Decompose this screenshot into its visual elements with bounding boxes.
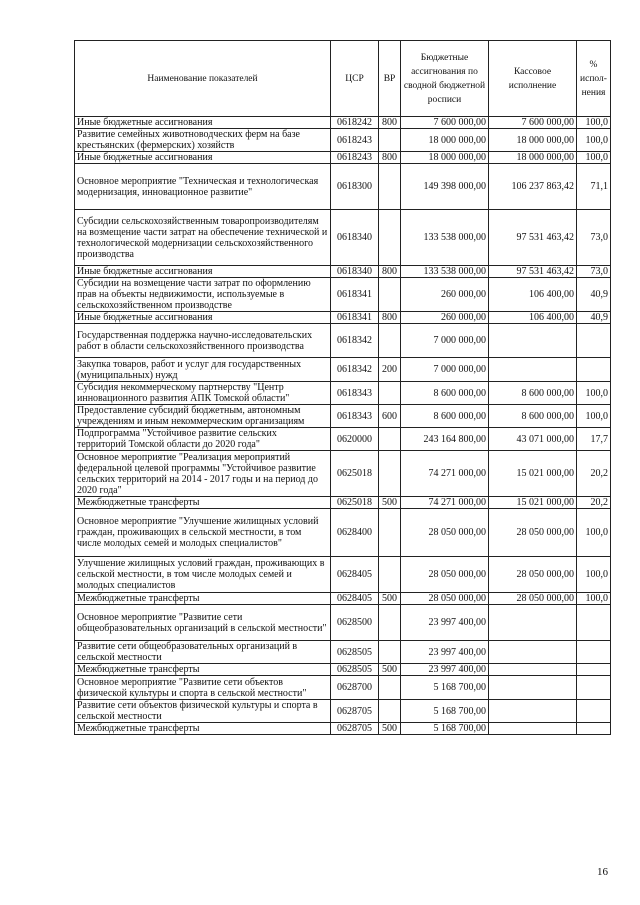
row-cash: 8 600 000,00 xyxy=(489,382,577,405)
row-percent xyxy=(577,664,611,676)
row-name: Межбюджетные трансферты xyxy=(75,723,331,735)
row-vr: 600 xyxy=(379,405,401,428)
row-cash: 106 400,00 xyxy=(489,278,577,312)
row-cash: 97 531 463,42 xyxy=(489,266,577,278)
row-csr: 0618243 xyxy=(331,129,379,152)
row-name: Иные бюджетные ассигнования xyxy=(75,312,331,324)
table-row xyxy=(75,509,611,557)
row-cash xyxy=(489,664,577,676)
row-percent xyxy=(577,324,611,358)
row-cash: 15 021 000,00 xyxy=(489,451,577,497)
row-percent: 71,1 xyxy=(577,164,611,210)
row-name: Основное мероприятие "Техническая и технологическая модернизация, инновационное развитие" xyxy=(75,164,331,210)
row-vr: 800 xyxy=(379,266,401,278)
row-percent xyxy=(577,605,611,641)
row-budget: 18 000 000,00 xyxy=(401,129,489,152)
row-name: Развитие сети общеобразовательных организаций в сельской местности xyxy=(75,641,331,664)
row-budget: 133 538 000,00 xyxy=(401,266,489,278)
row-budget: 74 271 000,00 xyxy=(401,497,489,509)
row-vr: 800 xyxy=(379,152,401,164)
row-name: Иные бюджетные ассигнования xyxy=(75,117,331,129)
row-cash: 8 600 000,00 xyxy=(489,405,577,428)
row-name: Иные бюджетные ассигнования xyxy=(75,266,331,278)
row-vr: 800 xyxy=(379,117,401,129)
row-vr: 800 xyxy=(379,312,401,324)
table-row xyxy=(75,451,611,497)
row-budget: 7 000 000,00 xyxy=(401,324,489,358)
row-percent xyxy=(577,641,611,664)
row-csr: 0618343 xyxy=(331,382,379,405)
row-name: Развитие семейных животноводческих ферм на базе крестьянских (фермерских) хозяйств xyxy=(75,129,331,152)
row-csr: 0625018 xyxy=(331,451,379,497)
row-cash: 97 531 463,42 xyxy=(489,210,577,266)
row-csr: 0618300 xyxy=(331,164,379,210)
table-row xyxy=(75,497,611,509)
table-row xyxy=(75,700,611,723)
row-csr: 0618342 xyxy=(331,324,379,358)
row-budget: 5 168 700,00 xyxy=(401,676,489,700)
row-percent xyxy=(577,700,611,723)
row-vr xyxy=(379,428,401,451)
row-cash xyxy=(489,641,577,664)
row-csr: 0628505 xyxy=(331,641,379,664)
row-csr: 0628705 xyxy=(331,700,379,723)
row-cash: 106 237 863,42 xyxy=(489,164,577,210)
table-header-row xyxy=(75,41,611,117)
row-budget: 23 997 400,00 xyxy=(401,641,489,664)
row-percent xyxy=(577,358,611,382)
row-percent: 40,9 xyxy=(577,312,611,324)
row-cash xyxy=(489,676,577,700)
row-percent: 100,0 xyxy=(577,382,611,405)
table-row xyxy=(75,278,611,312)
row-percent: 100,0 xyxy=(577,405,611,428)
table-row xyxy=(75,605,611,641)
row-vr xyxy=(379,605,401,641)
row-csr: 0620000 xyxy=(331,428,379,451)
row-cash: 43 071 000,00 xyxy=(489,428,577,451)
table-row xyxy=(75,593,611,605)
row-csr: 0618341 xyxy=(331,312,379,324)
row-cash: 18 000 000,00 xyxy=(489,129,577,152)
table-row xyxy=(75,324,611,358)
row-percent xyxy=(577,723,611,735)
row-cash xyxy=(489,358,577,382)
table-body xyxy=(75,117,611,735)
row-cash: 18 000 000,00 xyxy=(489,152,577,164)
row-name: Субсидии сельскохозяйственным товаропроизводителям на возмещение части затрат на обеспечение технической и технологической модернизации сельскохозяйственного производства xyxy=(75,210,331,266)
row-name: Развитие сети объектов физической культуры и спорта в сельской местности xyxy=(75,700,331,723)
row-percent: 73,0 xyxy=(577,266,611,278)
row-vr xyxy=(379,164,401,210)
table-row xyxy=(75,210,611,266)
row-vr xyxy=(379,557,401,593)
row-cash xyxy=(489,605,577,641)
row-budget: 133 538 000,00 xyxy=(401,210,489,266)
row-budget: 23 997 400,00 xyxy=(401,605,489,641)
row-budget: 8 600 000,00 xyxy=(401,405,489,428)
table-row xyxy=(75,358,611,382)
row-csr: 0618243 xyxy=(331,152,379,164)
row-vr xyxy=(379,324,401,358)
row-cash: 15 021 000,00 xyxy=(489,497,577,509)
row-csr: 0628400 xyxy=(331,509,379,557)
row-name: Межбюджетные трансферты xyxy=(75,664,331,676)
header-vr: ВР xyxy=(379,41,401,117)
row-cash: 28 050 000,00 xyxy=(489,509,577,557)
row-budget: 243 164 800,00 xyxy=(401,428,489,451)
row-csr: 0618242 xyxy=(331,117,379,129)
table-row xyxy=(75,152,611,164)
row-csr: 0618341 xyxy=(331,278,379,312)
row-percent: 100,0 xyxy=(577,557,611,593)
table-row xyxy=(75,382,611,405)
header-cash: Кассовое исполнение xyxy=(489,41,577,117)
row-cash: 28 050 000,00 xyxy=(489,557,577,593)
row-percent: 40,9 xyxy=(577,278,611,312)
row-percent: 20,2 xyxy=(577,497,611,509)
row-csr: 0628405 xyxy=(331,593,379,605)
row-vr xyxy=(379,129,401,152)
row-name: Предоставление субсидий бюджетным, автономным учреждениям и иным некоммерческим организациям xyxy=(75,405,331,428)
budget-execution-table xyxy=(74,40,611,735)
row-name: Основное мероприятие "Улучшение жилищных условий граждан, проживающих в сельской местности, в том числе молодых семей и молодых специалистов" xyxy=(75,509,331,557)
table-row xyxy=(75,676,611,700)
row-budget: 5 168 700,00 xyxy=(401,723,489,735)
row-cash: 106 400,00 xyxy=(489,312,577,324)
row-name: Закупка товаров, работ и услуг для государственных (муниципальных) нужд xyxy=(75,358,331,382)
row-csr: 0618343 xyxy=(331,405,379,428)
row-vr: 500 xyxy=(379,723,401,735)
page-number: 16 xyxy=(597,866,608,878)
row-name: Межбюджетные трансферты xyxy=(75,497,331,509)
header-name: Наименование показателей xyxy=(75,41,331,117)
row-budget: 7 000 000,00 xyxy=(401,358,489,382)
row-csr: 0628700 xyxy=(331,676,379,700)
row-csr: 0618340 xyxy=(331,266,379,278)
table-row xyxy=(75,405,611,428)
row-budget: 28 050 000,00 xyxy=(401,593,489,605)
table-row xyxy=(75,312,611,324)
row-csr: 0618342 xyxy=(331,358,379,382)
row-name: Иные бюджетные ассигнования xyxy=(75,152,331,164)
row-name: Улучшение жилищных условий граждан, проживающих в сельской местности, в том числе молодых семей и молодых специалистов xyxy=(75,557,331,593)
row-budget: 7 600 000,00 xyxy=(401,117,489,129)
row-budget: 74 271 000,00 xyxy=(401,451,489,497)
row-budget: 28 050 000,00 xyxy=(401,557,489,593)
row-vr xyxy=(379,700,401,723)
row-percent: 17,7 xyxy=(577,428,611,451)
table-row xyxy=(75,164,611,210)
row-percent: 100,0 xyxy=(577,509,611,557)
table-row xyxy=(75,641,611,664)
row-vr: 200 xyxy=(379,358,401,382)
row-budget: 260 000,00 xyxy=(401,278,489,312)
row-budget: 28 050 000,00 xyxy=(401,509,489,557)
row-name: Основное мероприятие "Развитие сети общеобразовательных организаций в сельской местности" xyxy=(75,605,331,641)
row-budget: 23 997 400,00 xyxy=(401,664,489,676)
row-vr: 500 xyxy=(379,664,401,676)
row-percent: 100,0 xyxy=(577,152,611,164)
row-budget: 18 000 000,00 xyxy=(401,152,489,164)
row-vr xyxy=(379,641,401,664)
row-name: Субсидия некоммерческому партнерству "Центр инновационного развития АПК Томской области" xyxy=(75,382,331,405)
row-vr xyxy=(379,278,401,312)
row-budget: 149 398 000,00 xyxy=(401,164,489,210)
row-name: Субсидии на возмещение части затрат по оформлению прав на объекты недвижимости, используемые в сельскохозяйственном производстве xyxy=(75,278,331,312)
row-csr: 0628705 xyxy=(331,723,379,735)
row-budget: 5 168 700,00 xyxy=(401,700,489,723)
table-row xyxy=(75,428,611,451)
row-percent xyxy=(577,676,611,700)
row-csr: 0625018 xyxy=(331,497,379,509)
header-percent: % испол-нения xyxy=(577,41,611,117)
row-vr xyxy=(379,210,401,266)
table-row xyxy=(75,117,611,129)
row-name: Основное мероприятие "Развитие сети объектов физической культуры и спорта в сельской местности" xyxy=(75,676,331,700)
row-cash xyxy=(489,723,577,735)
row-name: Подпрограмма "Устойчивое развитие сельских территорий Томской области до 2020 года" xyxy=(75,428,331,451)
row-vr: 500 xyxy=(379,497,401,509)
row-percent: 73,0 xyxy=(577,210,611,266)
row-cash xyxy=(489,700,577,723)
row-vr xyxy=(379,382,401,405)
row-budget: 260 000,00 xyxy=(401,312,489,324)
row-vr xyxy=(379,676,401,700)
row-budget: 8 600 000,00 xyxy=(401,382,489,405)
row-cash: 28 050 000,00 xyxy=(489,593,577,605)
row-name: Государственная поддержка научно-исследовательских работ в области сельскохозяйственного производства xyxy=(75,324,331,358)
table-row xyxy=(75,723,611,735)
row-vr xyxy=(379,509,401,557)
row-cash: 7 600 000,00 xyxy=(489,117,577,129)
table-row xyxy=(75,129,611,152)
table-row xyxy=(75,266,611,278)
row-csr: 0628505 xyxy=(331,664,379,676)
header-csr: ЦСР xyxy=(331,41,379,117)
row-percent: 100,0 xyxy=(577,593,611,605)
row-name: Основное мероприятие "Реализация мероприятий федеральной целевой программы "Устойчивое развитие сельских территорий на 2014 - 2017 годы и на период до 2020 года" xyxy=(75,451,331,497)
row-percent: 20,2 xyxy=(577,451,611,497)
row-csr: 0618340 xyxy=(331,210,379,266)
header-budget: Бюджетные ассигнования по сводной бюджетной росписи xyxy=(401,41,489,117)
row-csr: 0628500 xyxy=(331,605,379,641)
row-vr: 500 xyxy=(379,593,401,605)
row-cash xyxy=(489,324,577,358)
table-row xyxy=(75,557,611,593)
row-csr: 0628405 xyxy=(331,557,379,593)
row-percent: 100,0 xyxy=(577,129,611,152)
row-name: Межбюджетные трансферты xyxy=(75,593,331,605)
row-vr xyxy=(379,451,401,497)
row-percent: 100,0 xyxy=(577,117,611,129)
table-row xyxy=(75,664,611,676)
